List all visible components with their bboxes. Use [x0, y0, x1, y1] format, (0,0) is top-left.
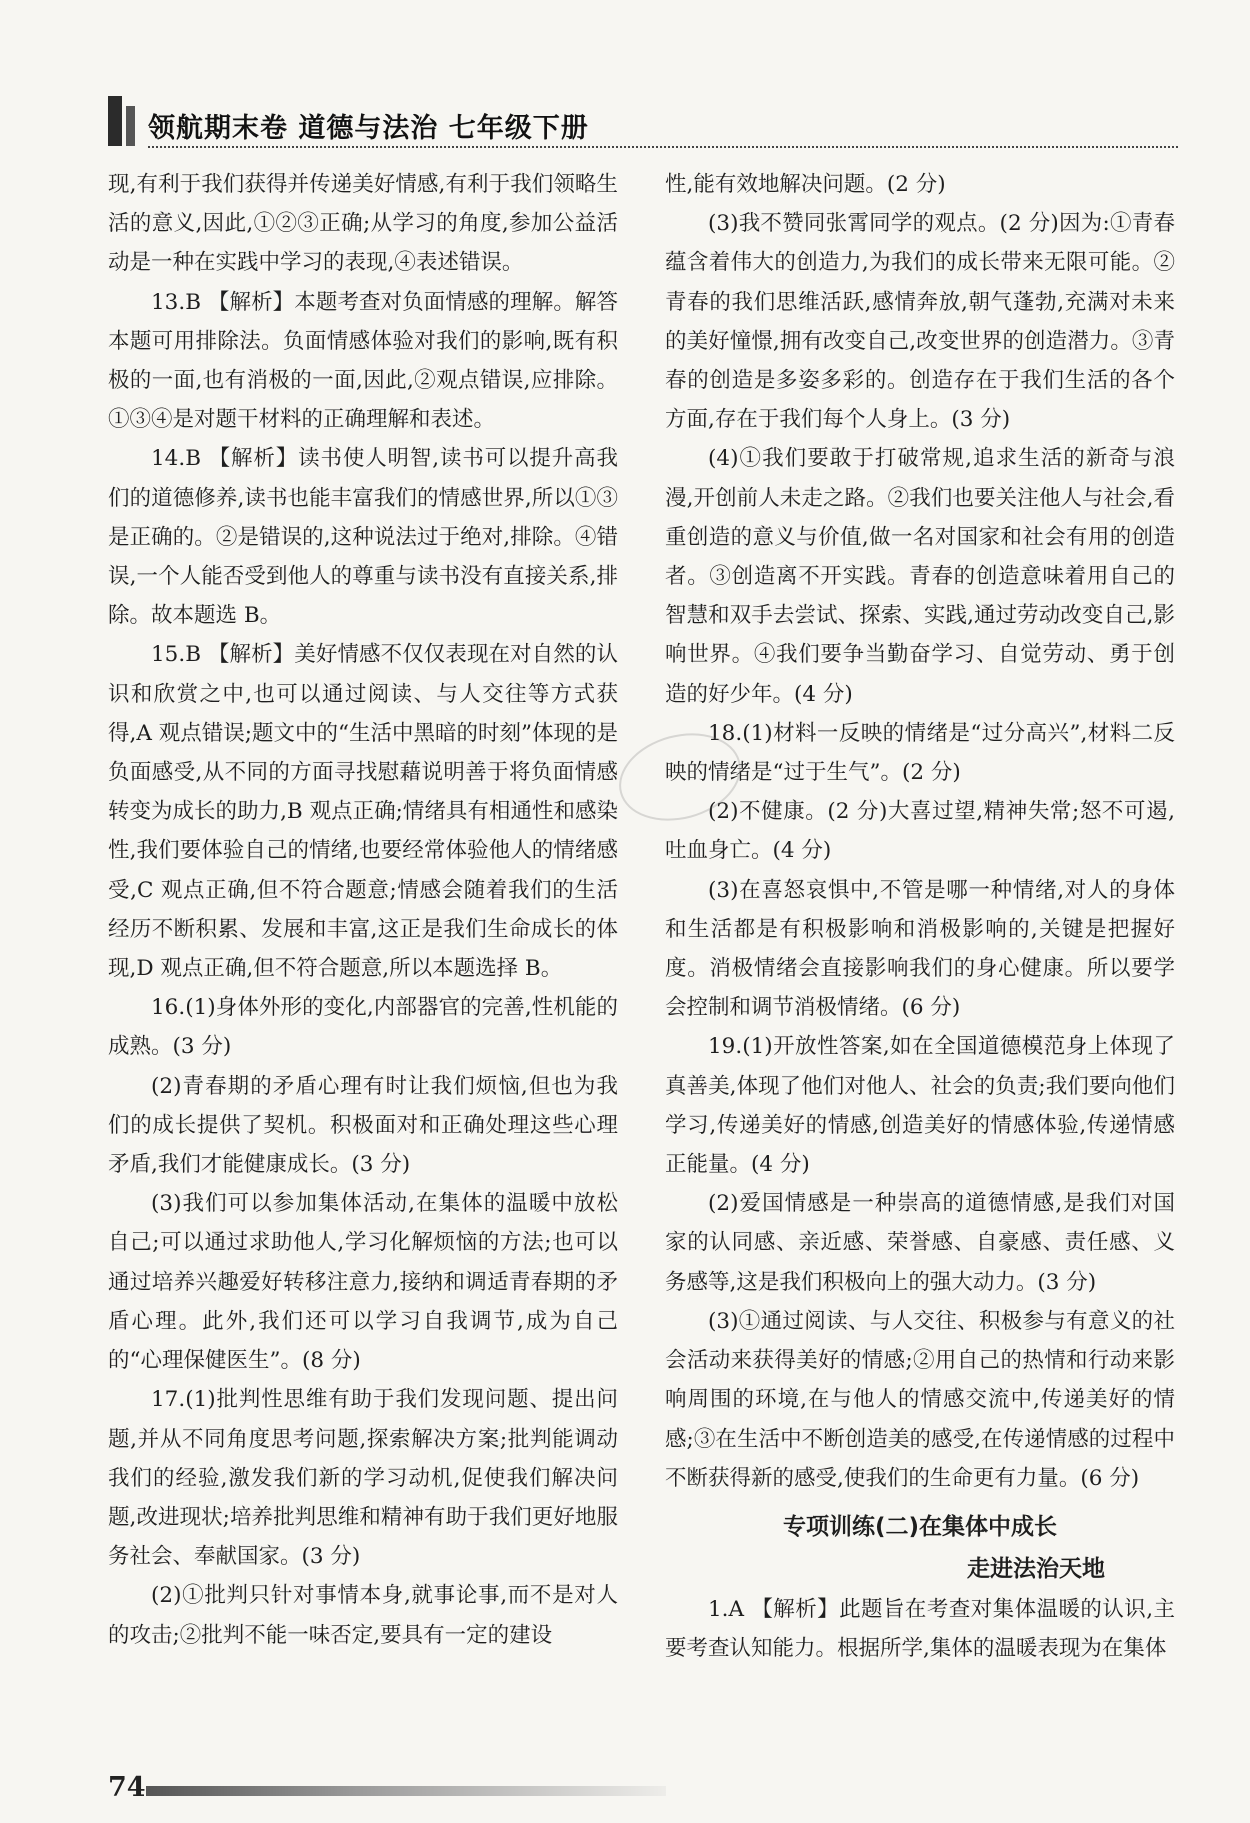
paragraph: 现,有利于我们获得并传递美好情感,有利于我们领略生活的意义,因此,①②③正确;从学习的角度,参加公益活动是一种在实践中学习的表现,④表述错误。: [108, 172, 618, 276]
answer-17-4: (4)①我们要敢于打破常规,追求生活的新奇与浪漫,开创前人未走之路。②我们也要关注他人与社会,看重创造的意义与价值,做一名对国家和社会有用的创造者。③创造离不开实践。青春的创造意味着用自己的智慧和双手去尝试、探索、实践,通过劳动改变自己,影响世界。④我们要争当勤奋学习、自觉劳动、勇于创造的好少年。(4 分): [665, 446, 1175, 707]
answer-13: 13.B 【解析】本题考查对负面情感的理解。解答本题可用排除法。负面情感体验对我们的影响,既有积极的一面,也有消极的一面,因此,②观点错误,应排除。①③④是对题干材料的正确理解和表述。: [108, 289, 618, 433]
right-column: [665, 165, 1175, 1668]
answer-16-3: (3)我们可以参加集体活动,在集体的温暖中放松自己;可以通过求助他人,学习化解烦恼的方法;也可以通过培养兴趣爱好转移注意力,接纳和调适青春期的矛盾心理。此外,我们还可以学习自我调节,成为自己的“心理保健医生”。(8 分): [108, 1191, 618, 1374]
answer-16-2: (2)青春期的矛盾心理有时让我们烦恼,但也为我们的成长提供了契机。积极面对和正确处理这些心理矛盾,我们才能健康成长。(3 分): [108, 1073, 618, 1178]
paragraph: 性,能有效地解决问题。(2 分): [665, 172, 946, 197]
answer-s2-1: 1.A 【解析】此题旨在考查对集体温暖的认识,主要考查认知能力。根据所学,集体的温暖表现为在集体: [665, 1596, 1175, 1662]
answer-17-3: (3)我不赞同张霄同学的观点。(2 分)因为:①青春蕴含着伟大的创造力,为我们的成长带来无限可能。②青春的我们思维活跃,感情奔放,朝气蓬勃,充满对未来的美好憧憬,拥有改变自己,改变世界的创造潜力。③青春的创造是多姿多彩的。创造存在于我们生活的各个方面,存在于我们每个人身上。(3 分): [665, 211, 1175, 433]
header-decor-bar-2: [126, 106, 135, 146]
left-column: [108, 165, 618, 1655]
page-footer: [108, 1772, 668, 1802]
book-title: 领航期末卷 道德与法治 七年级下册: [148, 113, 589, 144]
answer-18-2: (2)不健康。(2 分)大喜过望,精神失常;怒不可遏,吐血身亡。(4 分): [665, 799, 1175, 864]
section-subtitle: 走进法治天地: [967, 1555, 1105, 1582]
answer-19-1: 19.(1)开放性答案,如在全国道德模范身上体现了真善美,体现了他们对他人、社会的负责;我们要向他们学习,传递美好的情感,创造美好的情感体验,传递情感正能量。(4 分): [665, 1034, 1175, 1178]
page-header: [108, 96, 1178, 156]
answer-19-3: (3)①通过阅读、与人交往、积极参与有意义的社会活动来获得美好的情感;②用自己的热情和行动来影响周围的环境,在与他人的情感交流中,传递美好的情感;③在生活中不断创造美的感受,在传递情感的过程中不断获得新的感受,使我们的生命更有力量。(6 分): [665, 1308, 1175, 1491]
answer-17-2: (2)①批判只针对事情本身,就事论事,而不是对人的攻击;②批判不能一味否定,要具有一定的建设: [108, 1583, 618, 1648]
answer-16-1: 16.(1)身体外形的变化,内部器官的完善,性机能的成熟。(3 分): [108, 995, 618, 1060]
answer-18-3: (3)在喜怒哀惧中,不管是哪一种情绪,对人的身体和生活都是有积极影响和消极影响的,关键是把握好度。消极情绪会直接影响我们的身心健康。所以要学会控制和调节消极情绪。(6 分): [665, 877, 1175, 1021]
header-dotted-rule: [148, 146, 1178, 148]
header-decor-bar: [108, 96, 122, 146]
footer-gradient-bar: [146, 1786, 666, 1796]
section-title: 专项训练(二)在集体中成长: [782, 1513, 1058, 1540]
page-number: 74: [108, 1772, 146, 1803]
answer-15: 15.B 【解析】美好情感不仅仅表现在对自然的认识和欣赏之中,也可以通过阅读、与人交往等方式获得,A 观点错误;题文中的“生活中黑暗的时刻”体现的是负面感受,从不同的方面寻找慰藉说明善于将负面情感转变为成长的助力,B 观点正确;情绪具有相通性和感染性,我们要体验自己的情绪,也要经常体验他人的情绪感受,C 观点正确,但不符合题意;情感会随着我们的生活经历不断积累、发展和丰富,这正是我们生命成长的体现,D 观点正确,但不符合题意,所以本题选择 B。: [108, 642, 618, 982]
answer-18-1: 18.(1)材料一反映的情绪是“过分高兴”,材料二反映的情绪是“过于生气”。(2 分): [665, 720, 1175, 786]
answer-17-1: 17.(1)批判性思维有助于我们发现问题、提出问题,并从不同角度思考问题,探索解决方案;批判能调动我们的经验,激发我们新的学习动机,促使我们解决问题,改进现状;培养批判思维和精神有助于我们更好地服务社会、奉献国家。(3 分): [108, 1387, 618, 1570]
answer-14: 14.B 【解析】读书使人明智,读书可以提升高我们的道德修养,读书也能丰富我们的情感世界,所以①③是正确的。②是错误的,这种说法过于绝对,排除。④错误,一个人能否受到他人的尊重与读书没有直接关系,排除。故本题选 B。: [108, 446, 618, 629]
answer-19-2: (2)爱国情感是一种崇高的道德情感,是我们对国家的认同感、亲近感、荣誉感、自豪感、责任感、义务感等,这是我们积极向上的强大动力。(3 分): [665, 1191, 1175, 1295]
